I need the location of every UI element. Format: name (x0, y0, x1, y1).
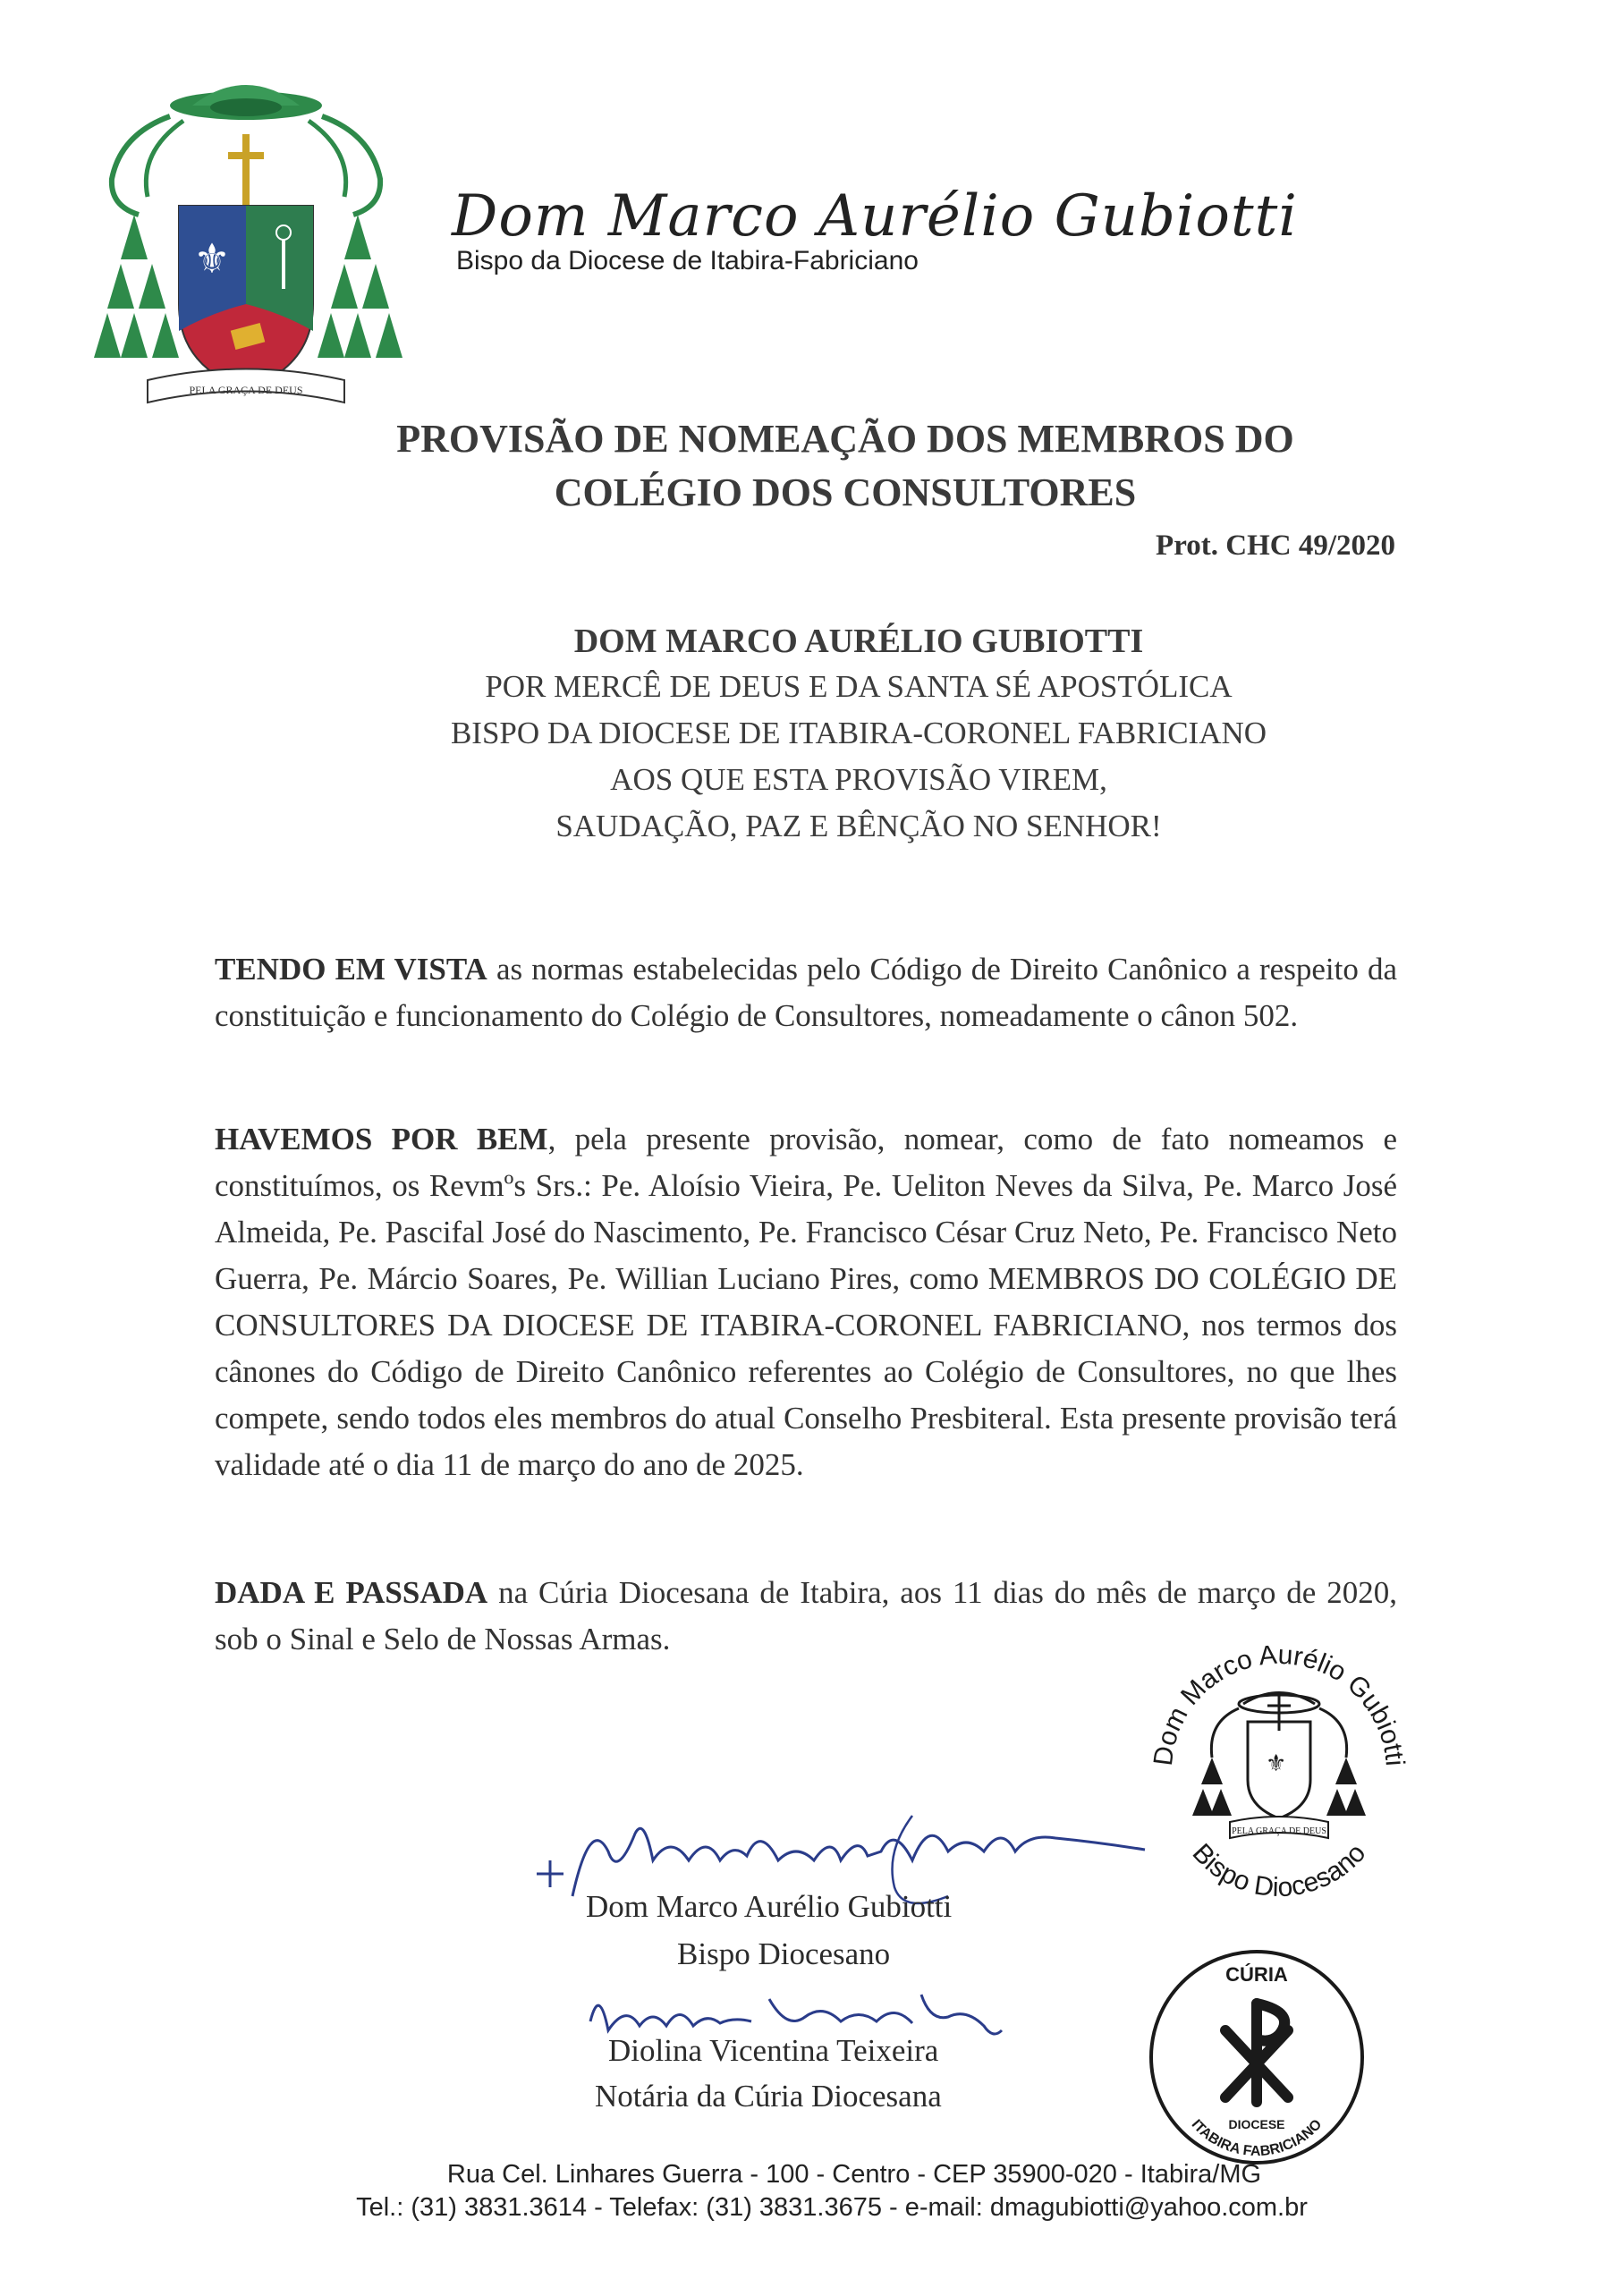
salutation-line: AOS QUE ESTA PROVISÃO VIREM, (610, 762, 1107, 797)
salutation-name: DOM MARCO AURÉLIO GUBIOTTI (573, 623, 1144, 660)
stamp-motto: PELA GRAÇA DE DEUS (1232, 1826, 1326, 1836)
curia-stamp-center: DIOCESE (1228, 2117, 1285, 2131)
curia-stamp-bottom: ITABIRA FABRICIANO (1188, 2116, 1326, 2160)
footer-address: Rua Cel. Linhares Guerra - 100 - Centro - CEP 35900-020 - Itabira/MG (446, 2160, 1262, 2189)
curia-stamp-top: CÚRIA (1225, 1963, 1288, 1986)
stamp-ring-bottom: Bispo Diocesano (1186, 1838, 1372, 1903)
protocol-number: Prot. CHC 49/2020 (1156, 530, 1395, 562)
paragraph-text: as normas estabelecidas pelo Código de Direito Canônico a respeito da constituição e funcionamento do Colégio de Consultores, nomeadamente o cânon 502. (215, 952, 1397, 1033)
paragraph-tendo-em-vista (215, 946, 1397, 1039)
letterhead-subtitle: Bispo da Diocese de Itabira-Fabriciano (456, 246, 919, 275)
salutation-line: BISPO DA DIOCESE DE ITABIRA-CORONEL FABRICIANO (450, 716, 1267, 750)
bishop-signature-title: Bispo Diocesano (677, 1936, 891, 1971)
notary-signature-name: Diolina Vicentina Teixeira (608, 2033, 939, 2068)
paragraph-text: , pela presente provisão, nomear, como de fato nomeamos e constituímos, os Revmºs Srs.: Pe. Aloísio Vieira, Pe. Ueliton Neves da Silva, Pe. Marco José Almeida, Pe. Pascifal José do Nascimento, Pe. Francisco César Cruz Neto, Pe. Francisco Neto Guerra, Pe. Márcio Soares, Pe. Willian Luciano Pires, como MEMBROS DO COLÉGIO DE CONSULTORES DA DIOCESE DE ITABIRA-CORONEL FABRICIANO, nos termos dos cânones do Código de Direito Canônico referentes ao Colégio de Consultores, no que lhes compete, sendo todos eles membros do atual Conselho Presbiteral. Esta presente provisão terá validade até o dia 11 de março do ano de 2025. (215, 1122, 1397, 1482)
footer-contact: Tel.: (31) 3831.3614 - Telefax: (31) 3831.3675 - e-mail: dmagubiotti@yahoo.com.br (356, 2193, 1308, 2222)
curia-seal-stamp (1145, 1945, 1368, 2169)
document-title-line2: COLÉGIO DOS CONSULTORES (554, 470, 1137, 514)
paragraph-lead: TENDO EM VISTA (215, 952, 487, 987)
bishop-signature-name: Dom Marco Aurélio Gubiotti (586, 1889, 953, 1924)
salutation-line: SAUDAÇÃO, PAZ E BÊNÇÃO NO SENHOR! (555, 809, 1162, 843)
coat-motto: PELA GRAÇA DE DEUS (189, 384, 303, 396)
document-title-line1: PROVISÃO DE NOMEAÇÃO DOS MEMBROS DO (396, 417, 1294, 461)
paragraph-havemos-por-bem (215, 1116, 1397, 1488)
svg-text:Bispo Diocesano (1187, 1838, 1372, 1902)
svg-text:⚜: ⚜ (193, 236, 231, 282)
coat-of-arms (85, 80, 407, 420)
paragraph-lead: HAVEMOS POR BEM (215, 1122, 548, 1156)
bishop-seal-stamp (1131, 1614, 1427, 1910)
paragraph-text: na Cúria Diocesana de Itabira, aos 11 dias do mês de março de 2020, sob o Sinal e Selo de Nossas Armas. (215, 1575, 1397, 1656)
stamp-ring-top: Dom Marco Aurélio Gubiotti (1148, 1639, 1410, 1767)
svg-text:⚜: ⚜ (1266, 1750, 1287, 1776)
salutation-line: POR MERCÊ DE DEUS E DA SANTA SÉ APOSTÓLICA (485, 669, 1233, 704)
notary-signature-title: Notária da Cúria Diocesana (595, 2079, 942, 2114)
paragraph-lead: DADA E PASSADA (215, 1575, 488, 1610)
letterhead-name: Dom Marco Aurélio Gubiotti (452, 183, 1298, 250)
